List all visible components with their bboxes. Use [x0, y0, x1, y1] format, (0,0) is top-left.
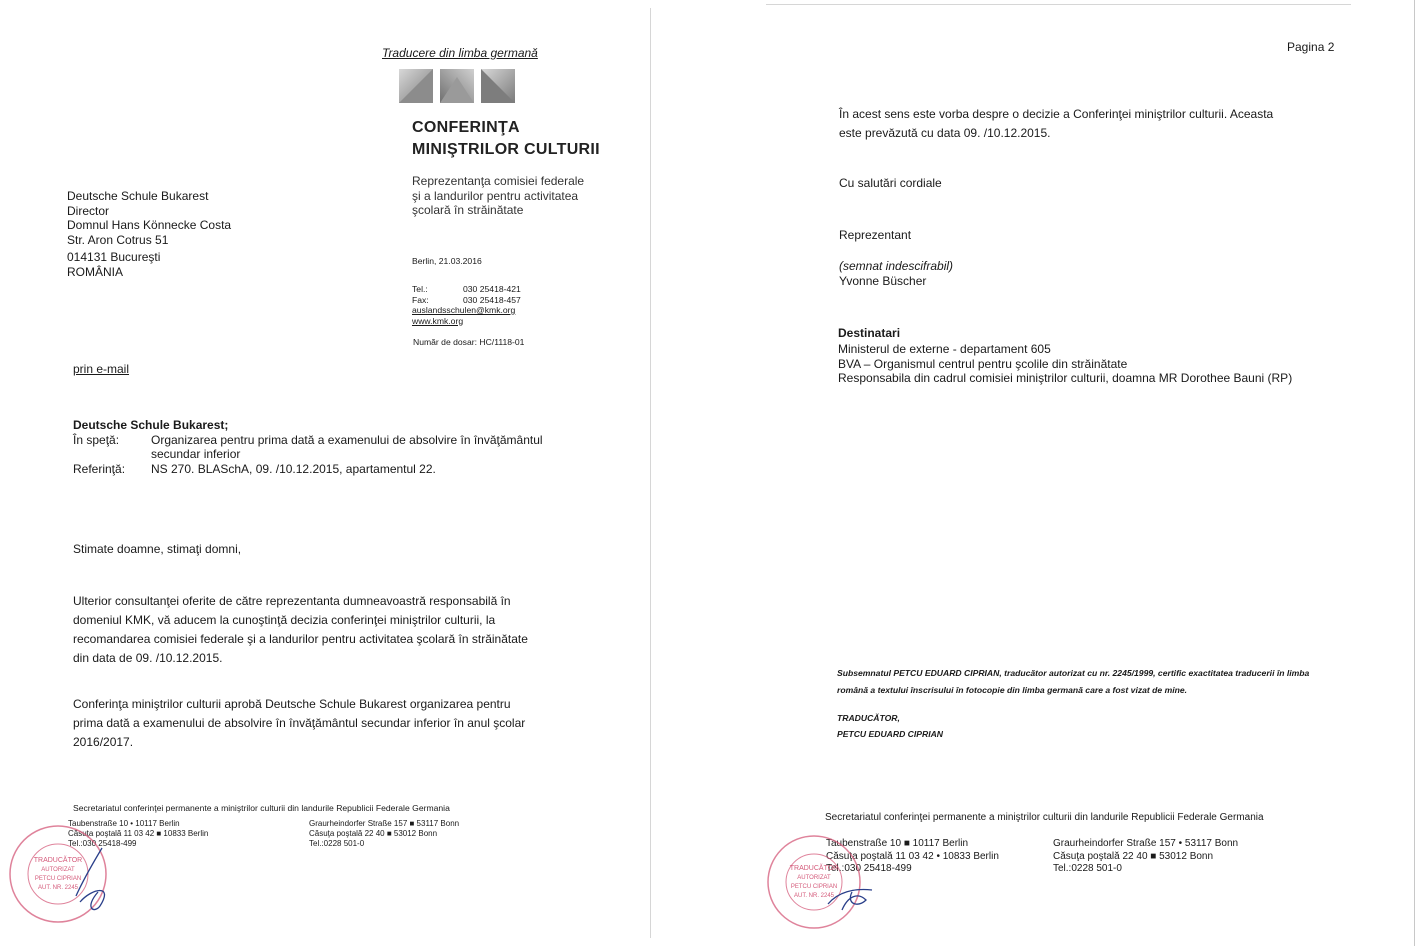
stamp-text: AUT. NR. 2245 — [37, 885, 79, 891]
footer-line: Graurheindorfer Straße 157 • 53117 Bonn — [1053, 838, 1239, 849]
org-subtitle-line: Reprezentanţa comisiei federale — [412, 174, 585, 188]
signer-name: Yvonne Büscher — [839, 274, 927, 288]
closing-paragraph — [839, 105, 1273, 143]
paragraph-line: recomandarea comisiei federale şi a landurilor pentru activitatea şcolară în străinătate — [73, 632, 528, 646]
file-number: Număr de dosar: HC/1118-01 — [413, 337, 525, 347]
fax-label: Fax: — [412, 294, 429, 305]
delivery-method: prin e-mail — [73, 362, 130, 376]
stamp-text: AUTORIZAT — [797, 875, 831, 881]
address-line: Domnul Hans Könnecke Costa — [67, 218, 232, 232]
list-item: BVA – Organismul centrul pentru şcolile din străinătate — [838, 356, 1128, 371]
footer-line: Tel.:0228 501-0 — [1053, 863, 1122, 874]
footer-line: Graurheindorfer Straße 157 ■ 53117 Bonn — [309, 819, 460, 828]
reference-label: Referinţă: — [73, 461, 126, 476]
translator-name: PETCU EDUARD CIPRIAN — [837, 729, 943, 739]
subject-text: secundar inferior — [151, 447, 241, 461]
stamp-text: AUTORIZAT — [41, 867, 75, 873]
page-edge — [650, 8, 651, 938]
subject-block — [73, 418, 543, 476]
paragraph-line: Ulterior consultanţei oferite de către reprezentanta dumneavoastră responsabilă în — [73, 594, 511, 608]
address-city: 014131 Bucureşti — [67, 250, 161, 264]
footer-secretariat: Secretariatul conferinţei permanente a miniştrilor culturii din landurile Republicii Federale Germania — [825, 812, 1264, 823]
page-edge — [1414, 0, 1415, 946]
reference-value: NS 270. BLASchA, 09. /10.12.2015, apartamentul 22. — [151, 461, 436, 476]
footer-line: Căsuţa poştală 11 03 42 • 10833 Berlin — [826, 850, 999, 862]
list-item: Responsabila din cadrul comisiei miniştrilor culturii, doamna MR Dorothee Bauni (RP) — [838, 371, 1293, 385]
org-subtitle-line: şi a landurilor pentru activitatea — [412, 188, 579, 203]
signer-role: Reprezentant — [839, 228, 912, 242]
address-line: Str. Aron Cotrus 51 — [67, 232, 169, 247]
translation-note: Traducere din limba germană — [382, 46, 538, 60]
subject-label: În speţă: — [73, 432, 120, 447]
stamp-text: TRADUCĂTOR — [789, 865, 839, 872]
document-page-2 — [760, 0, 1421, 946]
footer-secretariat: Secretariatul conferinţei permanente a miniştrilor culturii din landurile Republicii Federale Germania — [73, 803, 450, 813]
footer-line: Căsuţa poştală 22 40 ■ 53012 Bonn — [1053, 850, 1214, 862]
paragraph-line: 2016/2017. — [73, 735, 134, 749]
paragraph-1 — [73, 592, 576, 668]
tel-label: Tel.: — [412, 284, 428, 294]
subject-text: Organizarea pentru prima dată a examenului de absolvire în învăţământul — [151, 432, 543, 447]
certification-line: Subsemnatul PETCU EDUARD CIPRIAN, traducător autorizat cu nr. 2245/1999, certific exactitatea traducerii în limba — [837, 668, 1310, 678]
translator-certification — [837, 665, 1309, 699]
footer-line: Taubenstraße 10 • 10117 Berlin — [68, 819, 180, 828]
recipient-address — [67, 189, 231, 279]
certification-line: română a textului înscrisului în fotocopie din limba germană care a fost vizat de mine. — [837, 685, 1188, 695]
translator-label: TRADUCĂTOR, — [837, 713, 900, 723]
address-line: Director — [67, 203, 110, 218]
recipients-heading: Destinatari — [838, 326, 901, 340]
signature-scribble — [828, 890, 872, 910]
footer-line: Căsuţa poştală 22 40 ■ 53012 Bonn — [309, 829, 438, 838]
org-name-line1: CONFERINŢA — [412, 119, 520, 136]
page-edge — [766, 4, 1351, 5]
org-subtitle-line: şcolară în străinătate — [412, 203, 524, 217]
paragraph-line: În acest sens este vorba despre o decizie a Conferinţei miniştrilor culturii. Aceasta — [839, 107, 1274, 121]
paragraph-2 — [73, 695, 576, 752]
signature-note: (semnat indescifrabil) — [839, 259, 954, 273]
footer-line: Tel.:0228 501-0 — [309, 839, 365, 848]
closing-greeting: Cu salutări cordiale — [839, 176, 942, 190]
translator-signature-block — [837, 710, 943, 742]
paragraph-line: domeniul KMK, vă aducem la cunoştinţă decizia conferinţei miniştrilor culturii, la — [73, 613, 496, 627]
stamp-text: TRADUCĂTOR — [33, 857, 83, 864]
stamp-text: PETCU CIPRIAN — [790, 884, 838, 890]
footer-line: Tel.:030 25418-499 — [68, 839, 137, 848]
org-subtitle — [412, 174, 584, 218]
address-country: ROMÂNIA — [67, 264, 124, 279]
list-item: Ministerul de externe - departament 605 — [838, 342, 1051, 356]
tel-number: 030 25418-421 — [463, 284, 521, 294]
paragraph-line: prima dată a examenului de absolvire în învăţământul secundar inferior în anul şcolar — [73, 716, 526, 730]
kmk-logo — [397, 69, 517, 105]
document-page-1 — [0, 0, 655, 946]
footer-line: Tel.:030 25418-499 — [826, 863, 912, 874]
paragraph-line: este prevăzută cu data 09. /10.12.2015. — [839, 126, 1051, 140]
address-line: Deutsche Schule Bukarest — [67, 189, 209, 203]
footer-bonn — [309, 819, 459, 849]
email-link[interactable]: auslandsschulen@kmk.org — [412, 305, 516, 315]
footer-line: Taubenstraße 10 ■ 10117 Berlin — [826, 838, 969, 849]
letter-date: Berlin, 21.03.2016 — [412, 256, 482, 266]
contact-block — [412, 284, 521, 326]
paragraph-line: Conferinţa miniştrilor culturii aprobă Deutsche Schule Bukarest organizarea pentru — [73, 697, 511, 711]
footer-bonn — [1053, 838, 1238, 876]
paragraph-line: din data de 09. /10.12.2015. — [73, 651, 223, 665]
website-link[interactable]: www.kmk.org — [412, 315, 464, 326]
salutation: Stimate doamne, stimaţi domni, — [73, 542, 242, 556]
footer-line: Căsuţa poştală 11 03 42 ■ 10833 Berlin — [68, 829, 209, 838]
page-number: Pagina 2 — [1287, 40, 1335, 54]
subject-heading: Deutsche Schule Bukarest; — [73, 418, 229, 432]
translator-stamp — [762, 830, 882, 935]
org-name-line2: MINIŞTRILOR CULTURII — [412, 141, 600, 158]
recipients-list — [838, 342, 1292, 386]
fax-number: 030 25418-457 — [463, 294, 521, 305]
stamp-text: AUT. NR. 2245 — [793, 893, 835, 899]
stamp-text: PETCU CIPRIAN — [34, 876, 82, 882]
translator-stamp — [4, 818, 124, 933]
